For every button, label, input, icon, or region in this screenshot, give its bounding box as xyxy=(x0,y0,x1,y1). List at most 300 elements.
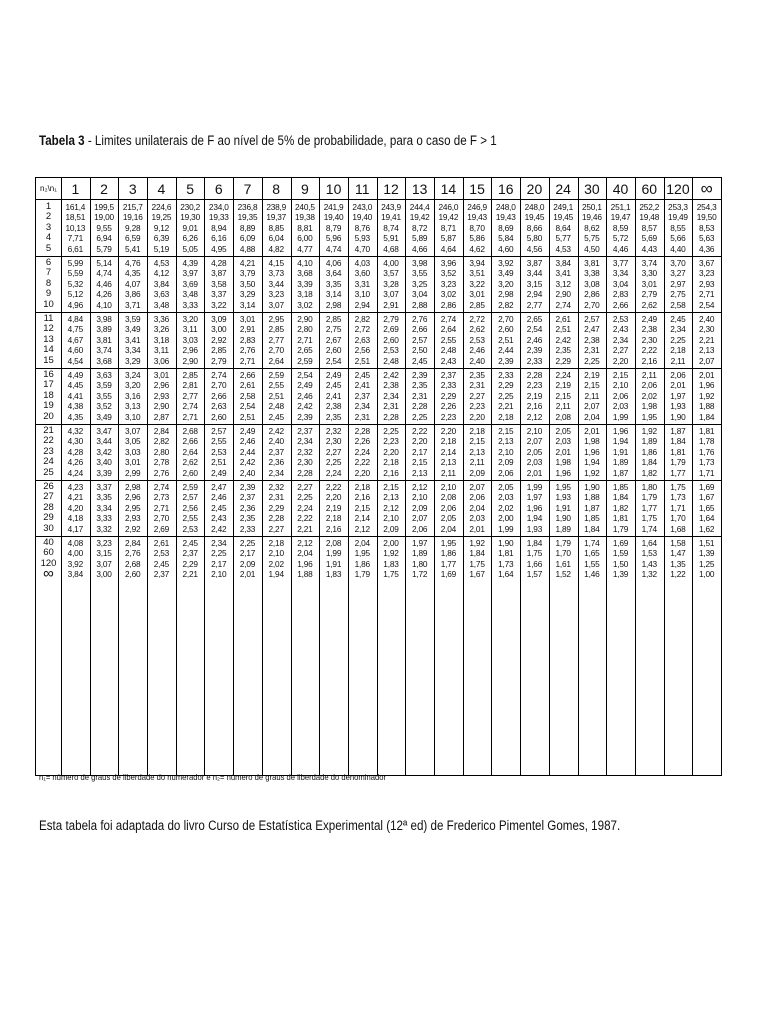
table-cell: 2,61 xyxy=(555,314,571,324)
table-cell: 4,53 xyxy=(555,243,571,254)
table-cell: 2,48 xyxy=(268,401,284,412)
table-cell: 2,69 xyxy=(153,523,170,534)
table-cell: 19,00 xyxy=(94,212,114,223)
column-header: 20 xyxy=(526,181,543,197)
table-cell: 3,23 xyxy=(96,538,112,548)
table-cell: 4,08 xyxy=(67,538,84,548)
table-cell: 2,06 xyxy=(469,492,485,503)
table-cell: 2,98 xyxy=(498,289,514,300)
table-cell: 6,61 xyxy=(67,243,84,254)
table-cell: 2,01 xyxy=(469,523,485,534)
table-cell: 2,07 xyxy=(698,355,715,366)
table-cell: 2,58 xyxy=(670,299,686,310)
table-cell: 1,55 xyxy=(584,558,600,569)
table-cell: 1,67 xyxy=(469,569,485,580)
table-cell: 2,26 xyxy=(354,436,370,447)
table-cell: 2,18 xyxy=(469,426,485,436)
table-cell: 2,51 xyxy=(268,390,284,401)
table-cell: 4,21 xyxy=(67,492,84,503)
table-cell: 3,38 xyxy=(584,268,600,279)
table-cell: 2,68 xyxy=(125,558,141,569)
table-cell: 1,89 xyxy=(555,523,571,534)
column-header: 4 xyxy=(157,181,166,197)
table-cell: 1,79 xyxy=(612,523,629,534)
table-cell: 4,17 xyxy=(67,523,84,534)
table-cell: 1,87 xyxy=(670,426,686,436)
table-cell: 1,94 xyxy=(268,569,284,580)
table-cell: 2,14 xyxy=(440,446,457,457)
table-cell: 4,46 xyxy=(96,278,112,289)
table-cell: 2,27 xyxy=(268,523,284,534)
table-cell: 19,40 xyxy=(323,212,344,223)
degrees-of-freedom-footnote: n₁= número de graus de liberdade do numerador e n₂= número de graus de liberdade do denominador xyxy=(39,772,387,782)
table-cell: 5,96 xyxy=(325,233,342,244)
table-cell: 3,22 xyxy=(469,278,485,289)
table-cell: 1,99 xyxy=(498,523,514,534)
table-cell: 1,22 xyxy=(670,569,686,580)
table-cell: 19,25 xyxy=(151,212,172,223)
table-cell: 2,66 xyxy=(211,390,227,401)
table-caption: - Limites unilaterais de F ao nível de 5% de probabilidade, para o caso de F > 1 xyxy=(84,133,497,148)
table-cell: 3,44 xyxy=(526,268,543,279)
table-cell: 3,03 xyxy=(125,446,141,457)
table-cell: 8,89 xyxy=(239,222,256,233)
table-cell: 2,34 xyxy=(297,436,313,447)
table-cell: 2,76 xyxy=(239,345,256,356)
table-cell: 1,70 xyxy=(670,513,686,524)
table-cell: 2,27 xyxy=(469,390,485,401)
table-cell: 2,84 xyxy=(125,538,141,548)
table-cell: 3,89 xyxy=(96,324,112,335)
table-cell: 3,55 xyxy=(96,390,112,401)
table-cell: 1,77 xyxy=(670,467,686,478)
table-cell: 2,81 xyxy=(182,380,198,391)
table-cell: 2,02 xyxy=(498,502,514,513)
table-cell: 5,41 xyxy=(125,243,141,254)
table-cell: 248,0 xyxy=(524,202,545,212)
table-cell: 2,42 xyxy=(268,426,284,436)
table-cell: 2,09 xyxy=(498,457,514,468)
table-cell: 1,97 xyxy=(670,390,686,401)
table-cell: 1,75 xyxy=(641,513,657,524)
table-cell: 2,38 xyxy=(325,401,342,412)
table-cell: 19,46 xyxy=(581,212,602,223)
table-cell: 3,51 xyxy=(469,268,485,279)
table-cell: 3,28 xyxy=(383,278,399,289)
table-cell: 2,05 xyxy=(498,482,514,492)
table-cell: 1,67 xyxy=(698,492,715,503)
table-cell: 2,22 xyxy=(354,457,370,468)
table-cell: 4,28 xyxy=(211,258,227,268)
table-cell: 2,62 xyxy=(469,324,485,335)
table-cell: 2,24 xyxy=(354,446,370,457)
table-cell: 8,70 xyxy=(469,222,485,233)
table-cell: 2,38 xyxy=(383,380,399,391)
table-cell: 1,92 xyxy=(469,538,485,548)
table-cell: 6,39 xyxy=(153,233,170,244)
table-cell: 2,55 xyxy=(211,436,227,447)
column-header: 14 xyxy=(440,181,457,197)
table-cell: 2,00 xyxy=(383,538,399,548)
table-cell: 2,25 xyxy=(211,548,227,559)
table-cell: 3,16 xyxy=(125,390,141,401)
table-cell: 8,79 xyxy=(325,222,342,233)
column-header: 13 xyxy=(411,181,428,197)
table-cell: 2,10 xyxy=(383,513,399,524)
table-cell: 1,87 xyxy=(612,467,629,478)
table-cell: 2,55 xyxy=(182,513,198,524)
table-cell: 4,10 xyxy=(96,299,112,310)
table-cell: 2,96 xyxy=(153,380,170,391)
table-cell: 3,29 xyxy=(125,355,141,366)
table-cell: 3,92 xyxy=(498,258,514,268)
row-label: 18 xyxy=(43,390,54,401)
table-cell: 215,7 xyxy=(122,202,143,212)
table-cell: 3,79 xyxy=(239,268,256,279)
row-label: 22 xyxy=(43,436,54,447)
table-cell: 254,3 xyxy=(696,202,717,212)
table-cell: 3,98 xyxy=(96,314,112,324)
table-cell: 3,23 xyxy=(268,289,284,300)
table-cell: 3,49 xyxy=(125,324,141,335)
table-cell: 2,84 xyxy=(153,426,170,436)
table-cell: 1,90 xyxy=(555,513,571,524)
table-cell: 2,57 xyxy=(182,492,198,503)
table-cell: 2,14 xyxy=(354,513,370,524)
table-cell: 2,45 xyxy=(412,355,428,366)
table-cell: 1,86 xyxy=(440,548,457,559)
table-cell: 2,20 xyxy=(612,355,629,366)
table-cell: 3,32 xyxy=(96,523,112,534)
table-cell: 1,95 xyxy=(440,538,457,548)
row-label: 9 xyxy=(45,289,52,300)
table-cell: 2,40 xyxy=(239,467,256,478)
table-cell: 2,20 xyxy=(354,467,370,478)
table-cell: 1,43 xyxy=(641,558,657,569)
table-cell: 1,50 xyxy=(612,558,629,569)
table-cell: 2,45 xyxy=(268,411,284,422)
table-cell: 2,10 xyxy=(211,569,227,580)
row-label: 26 xyxy=(43,482,54,492)
table-cell: 2,02 xyxy=(268,558,284,569)
table-cell: 2,74 xyxy=(211,370,227,380)
table-cell: 3,67 xyxy=(698,258,715,268)
table-cell: 3,01 xyxy=(153,370,170,380)
table-cell: 1,96 xyxy=(526,502,543,513)
table-cell: 2,41 xyxy=(354,380,370,391)
table-cell: 2,82 xyxy=(153,436,170,447)
table-cell: 249,1 xyxy=(553,202,574,212)
table-cell: 4,95 xyxy=(211,243,227,254)
table-cell: 1,52 xyxy=(555,569,571,580)
table-cell: 3,15 xyxy=(96,548,112,559)
table-cell: 1,92 xyxy=(584,467,600,478)
table-cell: 3,97 xyxy=(182,268,198,279)
table-cell: 2,60 xyxy=(325,345,342,356)
table-cell: 1,89 xyxy=(641,436,657,447)
table-cell: 2,25 xyxy=(325,457,342,468)
table-cell: 2,15 xyxy=(555,390,571,401)
table-cell: 2,34 xyxy=(383,390,399,401)
table-cell: 2,15 xyxy=(354,502,370,513)
table-cell: 4,60 xyxy=(498,243,514,254)
table-cell: 1,35 xyxy=(670,558,686,569)
table-cell: 9,12 xyxy=(153,222,170,233)
table-cell: 2,76 xyxy=(412,314,428,324)
table-cell: 2,40 xyxy=(268,436,284,447)
table-cell: 3,63 xyxy=(96,370,112,380)
row-label: 6 xyxy=(45,258,52,268)
table-cell: 5,99 xyxy=(67,258,84,268)
table-cell: 2,60 xyxy=(383,334,399,345)
table-cell: 2,77 xyxy=(526,299,543,310)
table-cell: 3,05 xyxy=(125,436,141,447)
table-cell: 3,15 xyxy=(526,278,543,289)
table-cell: 5,84 xyxy=(498,233,514,244)
table-cell: 2,46 xyxy=(526,334,543,345)
table-cell: 4,77 xyxy=(297,243,313,254)
table-cell: 1,82 xyxy=(612,502,629,513)
table-cell: 1,81 xyxy=(498,548,514,559)
table-cell: 5,12 xyxy=(67,289,84,300)
table-cell: 1,99 xyxy=(325,548,342,559)
table-cell: 2,29 xyxy=(555,355,571,366)
table-cell: 2,31 xyxy=(354,411,370,422)
table-cell: 2,74 xyxy=(153,482,170,492)
row-label: 28 xyxy=(43,502,54,513)
table-cell: 1,75 xyxy=(469,558,485,569)
table-cell: 2,37 xyxy=(268,446,284,457)
table-cell: 2,07 xyxy=(469,482,485,492)
table-cell: 4,41 xyxy=(67,390,84,401)
table-cell: 8,66 xyxy=(526,222,543,233)
table-cell: 1,89 xyxy=(412,548,428,559)
table-cell: 4,24 xyxy=(67,467,84,478)
table-cell: 2,23 xyxy=(469,401,485,412)
table-cell: 2,10 xyxy=(498,446,514,457)
table-cell: 5,80 xyxy=(526,233,543,244)
column-header: 6 xyxy=(214,181,223,197)
table-cell: 1,93 xyxy=(670,401,686,412)
table-cell: 199,5 xyxy=(94,202,114,212)
table-cell: 4,15 xyxy=(268,258,284,268)
table-cell: 2,33 xyxy=(239,523,256,534)
table-cell: 2,01 xyxy=(698,370,715,380)
table-cell: 19,47 xyxy=(610,212,631,223)
table-cell: 10,13 xyxy=(65,222,86,233)
table-cell: 2,22 xyxy=(641,345,657,356)
table-cell: 2,77 xyxy=(182,390,198,401)
table-cell: 2,13 xyxy=(412,467,428,478)
table-cell: 3,94 xyxy=(469,258,485,268)
table-cell: 6,04 xyxy=(268,233,284,244)
table-cell: 3,34 xyxy=(125,345,141,356)
table-cell: 2,97 xyxy=(670,278,686,289)
row-label: 3 xyxy=(45,222,52,233)
table-cell: 2,37 xyxy=(182,548,198,559)
table-cell: 1,69 xyxy=(698,482,715,492)
table-cell: 2,70 xyxy=(498,314,514,324)
table-cell: 3,42 xyxy=(96,446,112,457)
table-cell: 2,37 xyxy=(239,492,256,503)
column-header: 3 xyxy=(128,181,137,197)
table-cell: 2,51 xyxy=(239,411,256,422)
table-cell: 1,79 xyxy=(670,457,686,468)
table-cell: 4,21 xyxy=(239,258,256,268)
row-label: 4 xyxy=(45,233,52,244)
table-cell: 19,42 xyxy=(409,212,430,223)
table-cell: 1,84 xyxy=(526,538,543,548)
table-cell: 2,10 xyxy=(268,548,284,559)
table-cell: 1,99 xyxy=(612,411,629,422)
column-header: 7 xyxy=(243,181,252,197)
table-cell: 2,20 xyxy=(469,411,485,422)
table-cell: 5,72 xyxy=(612,233,629,244)
table-cell: 2,76 xyxy=(125,548,141,559)
table-cell: 2,07 xyxy=(526,436,543,447)
table-cell: 1,90 xyxy=(498,538,514,548)
table-cell: 2,39 xyxy=(412,370,428,380)
table-cell: 6,09 xyxy=(239,233,256,244)
row-label: 7 xyxy=(45,268,52,279)
table-cell: 1,96 xyxy=(297,558,313,569)
table-cell: 4,60 xyxy=(67,345,84,356)
table-cell: 2,96 xyxy=(125,492,141,503)
table-cell: 3,35 xyxy=(325,278,342,289)
table-cell: 2,49 xyxy=(297,380,313,391)
table-cell: 5,91 xyxy=(383,233,399,244)
table-cell: 4,75 xyxy=(67,324,84,335)
table-cell: 2,20 xyxy=(440,426,457,436)
table-cell: 2,37 xyxy=(440,370,457,380)
table-cell: 3,10 xyxy=(354,289,370,300)
column-header: 12 xyxy=(383,181,399,197)
table-cell: 4,35 xyxy=(125,268,141,279)
table-cell: 253,3 xyxy=(668,202,688,212)
row-label: 29 xyxy=(43,513,54,524)
table-cell: 2,90 xyxy=(297,314,313,324)
table-cell: 3,02 xyxy=(440,289,457,300)
table-cell: 2,37 xyxy=(354,390,370,401)
table-cell: 3,69 xyxy=(182,278,198,289)
table-cell: 243,0 xyxy=(352,202,373,212)
table-cell: 4,68 xyxy=(383,243,399,254)
table-cell: 2,49 xyxy=(211,467,227,478)
table-cell: 4,96 xyxy=(67,299,84,310)
table-cell: 2,13 xyxy=(440,457,457,468)
table-cell: 1,91 xyxy=(325,558,342,569)
table-cell: 1,75 xyxy=(670,482,686,492)
table-cell: 3,01 xyxy=(641,278,657,289)
table-cell: 1,71 xyxy=(698,467,715,478)
table-cell: 2,18 xyxy=(498,411,514,422)
table-cell: 1,84 xyxy=(469,548,485,559)
table-cell: 252,2 xyxy=(639,202,660,212)
table-cell: 1,93 xyxy=(526,523,543,534)
table-cell: 2,54 xyxy=(325,355,342,366)
table-cell: 2,42 xyxy=(555,334,571,345)
column-header: 8 xyxy=(272,181,281,197)
table-cell: 3,01 xyxy=(469,289,485,300)
table-cell: 2,83 xyxy=(612,289,629,300)
table-cell: 2,30 xyxy=(698,324,715,335)
table-cell: 2,59 xyxy=(297,355,313,366)
table-cell: 2,43 xyxy=(211,513,227,524)
table-cell: 5,63 xyxy=(698,233,715,244)
table-cell: 2,12 xyxy=(354,523,370,534)
table-cell: 2,51 xyxy=(555,324,571,335)
table-cell: 2,93 xyxy=(153,390,170,401)
table-cell: 2,28 xyxy=(412,401,428,412)
table-cell: 2,53 xyxy=(612,314,629,324)
column-header: 60 xyxy=(641,181,658,197)
table-cell: 2,25 xyxy=(383,426,399,436)
table-cell: 2,19 xyxy=(526,390,543,401)
table-cell: 19,40 xyxy=(352,212,373,223)
table-cell: 2,67 xyxy=(325,334,342,345)
table-cell: 1,86 xyxy=(641,446,657,457)
table-cell: 2,85 xyxy=(325,314,342,324)
table-cell: 3,52 xyxy=(96,401,112,412)
table-cell: 1,65 xyxy=(698,502,715,513)
table-cell: 2,06 xyxy=(412,523,428,534)
table-cell: 2,77 xyxy=(268,334,284,345)
table-cell: 2,34 xyxy=(670,324,686,335)
table-cell: 4,35 xyxy=(67,411,84,422)
table-cell: 2,54 xyxy=(239,401,256,412)
group-divider xyxy=(36,424,721,425)
table-cell: 2,48 xyxy=(440,345,457,356)
table-cell: 2,02 xyxy=(641,390,657,401)
table-cell: 8,71 xyxy=(440,222,457,233)
table-cell: 1,84 xyxy=(612,492,629,503)
table-cell: 1,57 xyxy=(526,569,543,580)
row-label: 24 xyxy=(43,457,54,468)
table-cell: 2,78 xyxy=(153,457,170,468)
table-cell: 3,84 xyxy=(555,258,571,268)
table-cell: 1,64 xyxy=(641,538,657,548)
table-cell: 1,62 xyxy=(698,523,715,534)
table-cell: 250,1 xyxy=(581,202,602,212)
table-cell: 18,51 xyxy=(65,212,86,223)
table-cell: 2,73 xyxy=(153,492,170,503)
table-cell: 2,51 xyxy=(498,334,514,345)
table-cell: 1,85 xyxy=(612,482,629,492)
table-cell: 2,15 xyxy=(383,482,399,492)
table-cell: 2,86 xyxy=(440,299,457,310)
group-divider xyxy=(36,368,721,369)
table-cell: 2,49 xyxy=(325,370,342,380)
table-cell: 3,06 xyxy=(153,355,170,366)
table-cell: 2,46 xyxy=(211,492,227,503)
table-cell: 2,45 xyxy=(670,314,686,324)
table-cell: 3,74 xyxy=(96,345,112,356)
table-cell: 2,08 xyxy=(555,411,571,422)
table-cell: 4,74 xyxy=(96,268,112,279)
table-cell: 1,85 xyxy=(584,513,600,524)
table-cell: 2,64 xyxy=(440,324,457,335)
table-cell: 2,08 xyxy=(440,492,457,503)
table-cell: 3,58 xyxy=(211,278,227,289)
table-cell: 2,85 xyxy=(268,324,284,335)
table-cell: 1,68 xyxy=(670,523,686,534)
table-cell: 1,97 xyxy=(526,492,543,503)
table-cell: 2,21 xyxy=(498,401,514,412)
table-cell: 3,64 xyxy=(325,268,342,279)
table-cell: 1,83 xyxy=(325,569,342,580)
table-cell: 19,42 xyxy=(438,212,459,223)
table-cell: 4,88 xyxy=(239,243,256,254)
